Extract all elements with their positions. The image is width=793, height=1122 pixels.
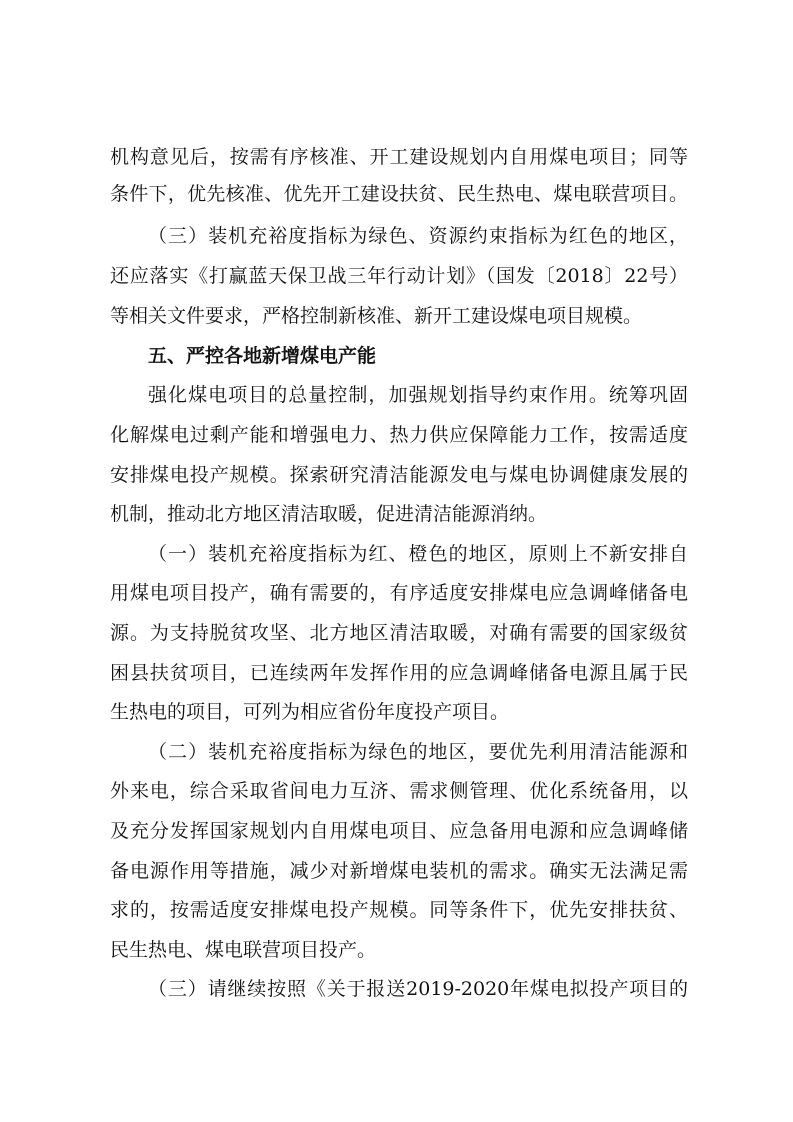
text-line: 安排煤电投产规模。探索研究清洁能源发电与煤电协调健康发展的 xyxy=(110,464,688,486)
text-line: 还应落实《打赢蓝天保卫战三年行动计划》（国发〔2018〕22号） xyxy=(110,265,688,287)
text-line: 备电源作用等措施，减少对新增煤电装机的需求。确实无法满足需 xyxy=(110,860,688,882)
text-line: 强化煤电项目的总量控制，加强规划指导约束作用。统筹巩固 xyxy=(148,384,688,406)
text-line: 困县扶贫项目，已连续两年发挥作用的应急调峰储备电源且属于民 xyxy=(110,662,688,684)
text-line: （一）装机充裕度指标为红、橙色的地区，原则上不新安排自 xyxy=(148,543,688,565)
text-line: 机构意见后，按需有序核准、开工建设规划内自用煤电项目；同等 xyxy=(110,146,688,168)
text-line: 等相关文件要求，严格控制新核准、新开工建设煤电项目规模。 xyxy=(110,305,643,327)
text-line: 用煤电项目投产，确有需要的，有序适度安排煤电应急调峰储备电 xyxy=(110,582,688,604)
text-line: 条件下，优先核准、优先开工建设扶贫、民生热电、煤电联营项目。 xyxy=(110,183,688,205)
text-line: 机制，推动北方地区清洁取暖，促进清洁能源消纳。 xyxy=(110,503,548,525)
text-line: 化解煤电过剩产能和增强电力、热力供应保障能力工作，按需适度 xyxy=(110,424,688,446)
text-line: 及充分发挥国家规划内自用煤电项目、应急备用电源和应急调峰储 xyxy=(110,820,688,842)
text-line: 外来电，综合采取省间电力互济、需求侧管理、优化系统备用，以 xyxy=(110,780,688,802)
text-line: （三）装机充裕度指标为绿色、资源约束指标为红色的地区， xyxy=(148,225,688,247)
text-line: （三）请继续按照《关于报送2019-2020年煤电拟投产项目的 xyxy=(148,978,688,1000)
text-line: 求的，按需适度安排煤电投产规模。同等条件下，优先安排扶贫、 xyxy=(110,899,688,921)
section-heading: 五、严控各地新增煤电产能 xyxy=(148,345,377,367)
text-line: （二）装机充裕度指标为绿色的地区，要优先利用清洁能源和 xyxy=(148,741,688,763)
text-line: 民生热电、煤电联营项目投产。 xyxy=(110,939,377,961)
text-line: 生热电的项目，可列为相应省份年度投产项目。 xyxy=(110,701,510,723)
text-line: 源。为支持脱贫攻坚、北方地区清洁取暖，对确有需要的国家级贫 xyxy=(110,622,688,644)
